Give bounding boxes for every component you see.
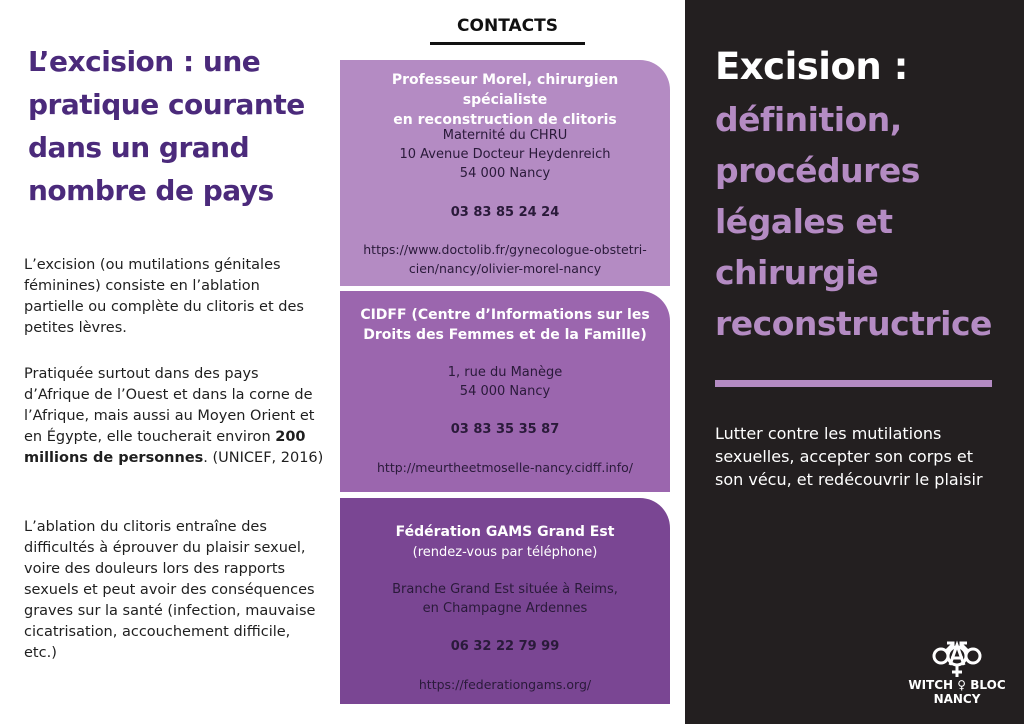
logo-text — [905, 678, 1009, 692]
cover-subtitle: définition, procédures légales et chirurgie reconstructrice — [715, 100, 992, 343]
address-line: en Champagne Ardennes — [422, 601, 588, 616]
contact-address — [350, 580, 660, 618]
contact-name-line: en reconstruction de clitoris — [393, 112, 617, 128]
prevalence-text: Pratiquée surtout dans des pays d’Afrique de l’Ouest et dans la corne de l’Afrique, mais aussi au Moyen Orient et en Égypte, elle toucherait environ — [24, 366, 315, 445]
contact-phone: 03 83 85 24 24 — [450, 205, 560, 220]
contact-address — [350, 363, 660, 401]
address-line: Maternité du CHRU — [442, 128, 568, 143]
cover-divider — [715, 380, 992, 387]
contacts-heading: CONTACTS — [457, 16, 558, 36]
contact-card-gams — [340, 498, 670, 704]
left-panel — [0, 0, 340, 724]
consequences-paragraph: L’ablation du clitoris entraîne des difficultés à éprouver du plaisir sexuel, voire des douleurs lors des rapports sexuels et peut avoir des conséquences graves sur la santé (infection, mauvaise cicatrisation, accouchement difficile, etc.) — [24, 519, 316, 661]
contact-name-line: Professeur Morel, chirurgien spécialiste — [391, 72, 619, 108]
gender-symbols-icon — [927, 632, 987, 678]
logo-city: NANCY — [933, 692, 981, 706]
contact-address — [350, 126, 660, 183]
address-line: 54 000 Nancy — [459, 166, 551, 181]
contact-note: (rendez-vous par téléphone) — [412, 545, 598, 560]
address-line: 54 000 Nancy — [459, 384, 551, 399]
contact-name: Fédération GAMS Grand Est — [395, 524, 615, 540]
prevalence-count: 200 millions de personnes — [24, 429, 306, 466]
contact-name — [350, 70, 660, 130]
contact-url[interactable] — [350, 240, 660, 278]
prevalence-source: . (UNICEF, 2016) — [203, 450, 324, 466]
contact-name-line: CIDFF (Centre d’Informations sur les — [360, 307, 650, 323]
logo-word: BLOC — [970, 678, 1006, 692]
address-line: Branche Grand Est située à Reims, — [392, 582, 618, 597]
contact-name — [350, 305, 660, 345]
contact-phone: 06 32 22 79 99 — [450, 639, 560, 654]
intro-paragraph: L’excision (ou mutilations génitales féminines) consiste en l’ablation partielle ou complète du clitoris et des petites lèvres. — [24, 257, 304, 336]
address-line: 1, rue du Manège — [447, 365, 563, 380]
address-line: 10 Avenue Docteur Heydenreich — [399, 147, 611, 162]
url-line[interactable]: cien/nancy/olivier-morel-nancy — [408, 261, 602, 276]
contact-phone: 03 83 35 35 87 — [450, 422, 560, 437]
contacts-underline — [430, 42, 585, 45]
logo-word: WITCH — [908, 678, 954, 692]
contact-card-cidff — [340, 291, 670, 492]
prevalence-paragraph — [24, 364, 324, 469]
cover-panel — [685, 0, 1024, 724]
venus-icon: ♀ — [957, 678, 967, 692]
contact-url[interactable]: https://federationgams.org/ — [418, 677, 592, 692]
contacts-panel — [340, 0, 685, 724]
left-title: L’excision : une pratique courante dans un grand nombre de pays — [28, 45, 305, 207]
contact-name-line: Droits des Femmes et de la Famille) — [363, 327, 647, 343]
cover-tagline: Lutter contre les mutilations sexuelles, accepter son corps et son vécu, et redécouvrir le plaisir — [715, 424, 983, 489]
witch-bloc-logo — [905, 632, 1009, 712]
url-line[interactable]: https://www.doctolib.fr/gynecologue-obstetri- — [363, 242, 647, 257]
contact-url[interactable]: http://meurtheetmoselle-nancy.cidff.info/ — [377, 460, 633, 475]
cover-title: Excision : — [715, 45, 908, 88]
contact-card-morel — [340, 60, 670, 286]
